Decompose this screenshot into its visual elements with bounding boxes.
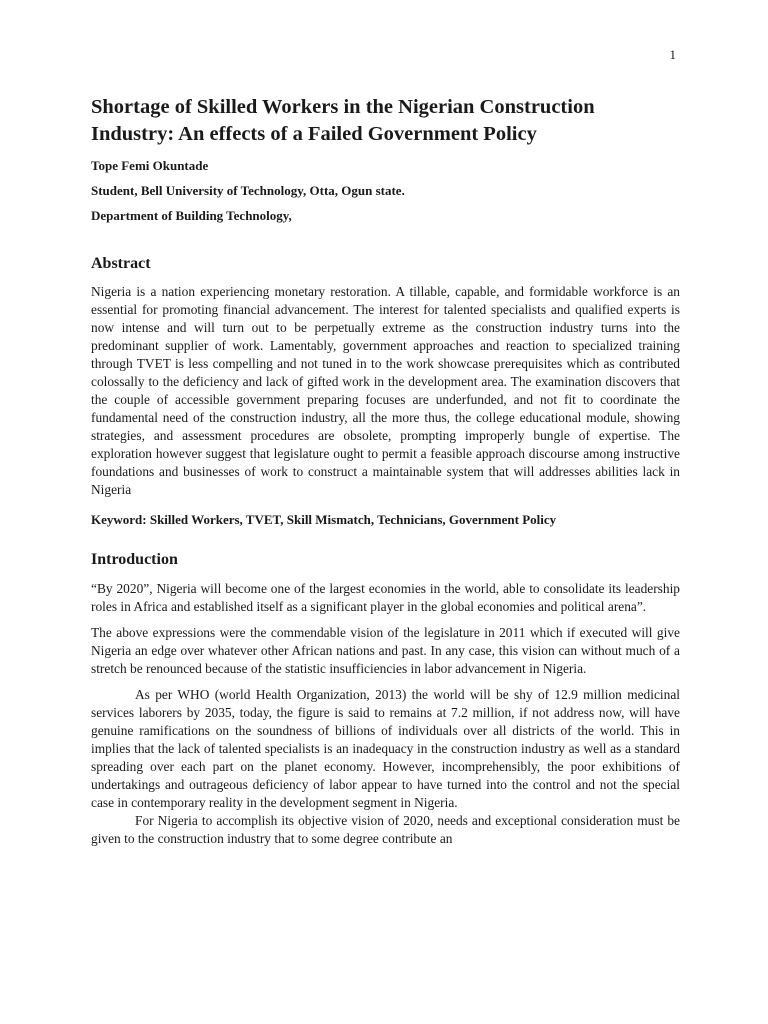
author-name: Tope Femi Okuntade xyxy=(91,158,209,173)
introduction-paragraph: The above expressions were the commendable vision of the legislature in 2011 which if executed will give Nigeria an edge over whatever other African nations and past. In any case, this vision can without much of a stretch be renounced because of the statistic insufficiencies in labor advancement in Nigeria. xyxy=(91,625,680,676)
page-number: 1 xyxy=(669,47,676,62)
paper-title: Shortage of Skilled Workers in the Nigerian Construction Industry: An effects of a Failed Government Policy xyxy=(91,96,595,145)
document-body xyxy=(91,94,680,848)
introduction-paragraph: “By 2020”, Nigeria will become one of the largest economies in the world, able to consolidate its leadership roles in Africa and established itself as a significant player in the global economies and political arena”. xyxy=(91,581,680,614)
author-department: Department of Building Technology, xyxy=(91,208,292,223)
abstract-text: Nigeria is a nation experiencing monetary restoration. A tillable, capable, and formidable workforce is an essential for promoting financial advancement. The interest for talented specialists and qualified experts is now intense and will turn out to be perpetually extreme as the construction industry turns into the predominant supplier of work. Lamentably, government approaches and reaction to specialized training through TVET is less compelling and not tuned in to the work showcase prerequisites which as contributed colossally to the deficiency and lack of gifted work in the development area. The examination discovers that the couple of accessible government preparing focuses are underfunded, and not fit to coordinate the fundamental need of the construction industry, all the more thus, the college educational module, showing strategies, and assessment procedures are obsolete, prompting improperly bungle of expertise. The exploration however suggest that legislature ought to permit a feasible approach discourse among instructive foundations and businesses of work to construct a maintainable system that will addresses abilities lack in Nigeria xyxy=(91,284,680,497)
abstract-heading: Abstract xyxy=(91,255,151,272)
keywords-line: Keyword: Skilled Workers, TVET, Skill Mismatch, Technicians, Government Policy xyxy=(91,512,557,527)
author-affiliation: Student, Bell University of Technology, Otta, Ogun state. xyxy=(91,183,405,198)
introduction-paragraph: For Nigeria to accomplish its objective vision of 2020, needs and exceptional consideration must be given to the construction industry that to some degree contribute an xyxy=(91,813,680,846)
introduction-heading: Introduction xyxy=(91,551,178,568)
introduction-paragraph: As per WHO (world Health Organization, 2013) the world will be shy of 12.9 million medicinal services laborers by 2035, today, the figure is said to remains at 7.2 million, if not address now, will have genuine ramifications on the soundness of billions of individuals over all districts of the world. This in implies that the lack of talented specialists is an inadequacy in the construction industry as well as a standard spreading over each part on the planet economy. However, incomprehensibly, the poor exhibitions of undertakings and outrageous deficiency of labor appear to have turned into the control and not the special case in contemporary reality in the development segment in Nigeria. xyxy=(91,687,680,810)
